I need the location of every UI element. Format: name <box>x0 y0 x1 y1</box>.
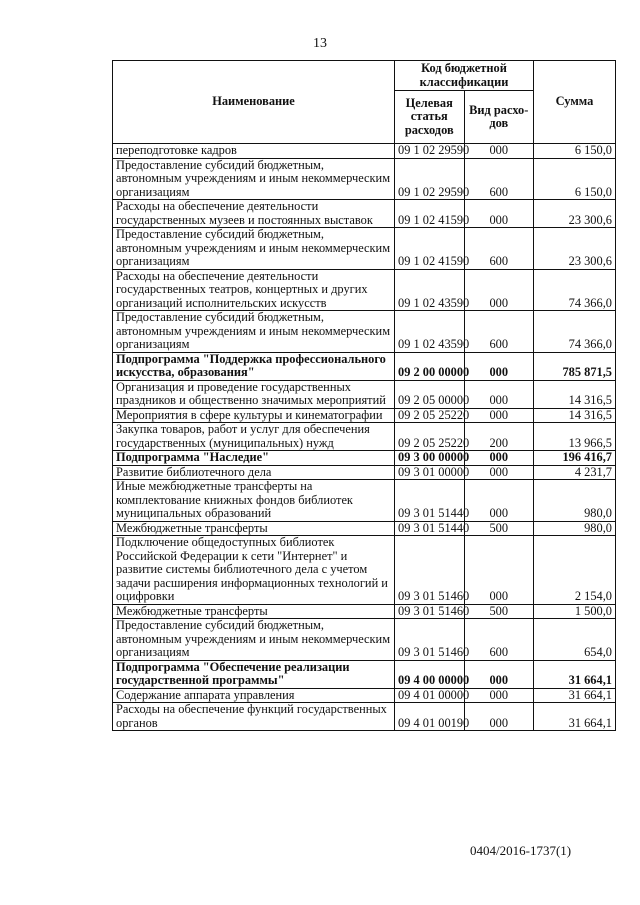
row-expense-type: 600 <box>464 228 534 270</box>
row-name: Расходы на обеспечение функций государственных органов <box>113 703 395 731</box>
row-name: Подключение общедоступных библиотек Российской Федерации к сети "Интернет" и развитие системы библиотечного дела с учетом задачи расширения информационных технологий и оцифровки <box>113 536 395 605</box>
row-sum: 980,0 <box>534 521 616 536</box>
header-expense-type: Вид расхо-дов <box>464 91 534 144</box>
row-expense-type: 500 <box>464 521 534 536</box>
table-row <box>113 619 616 661</box>
row-expense-type: 000 <box>464 144 534 159</box>
row-sum: 196 416,7 <box>534 451 616 466</box>
row-code: 09 4 01 00000 <box>395 688 465 703</box>
row-sum: 13 966,5 <box>534 423 616 451</box>
row-expense-type: 000 <box>464 451 534 466</box>
page-number: 13 <box>313 36 327 51</box>
row-name: Содержание аппарата управления <box>113 688 395 703</box>
row-expense-type: 200 <box>464 423 534 451</box>
row-code: 09 1 02 43590 <box>395 311 465 353</box>
table-row <box>113 480 616 522</box>
row-code: 09 2 05 25220 <box>395 423 465 451</box>
row-code: 09 4 01 00190 <box>395 703 465 731</box>
row-sum: 31 664,1 <box>534 703 616 731</box>
row-expense-type: 600 <box>464 619 534 661</box>
row-name: Межбюджетные трансферты <box>113 521 395 536</box>
row-sum: 6 150,0 <box>534 144 616 159</box>
table-row <box>113 158 616 200</box>
row-sum: 785 871,5 <box>534 352 616 380</box>
row-sum: 74 366,0 <box>534 311 616 353</box>
row-expense-type: 600 <box>464 311 534 353</box>
row-code: 09 2 00 00000 <box>395 352 465 380</box>
row-name: Подпрограмма "Обеспечение реализации государственной программы" <box>113 660 395 688</box>
row-code: 09 1 02 41590 <box>395 200 465 228</box>
row-sum: 14 316,5 <box>534 380 616 408</box>
row-expense-type: 000 <box>464 688 534 703</box>
table-row <box>113 604 616 619</box>
table-row <box>113 311 616 353</box>
row-expense-type: 500 <box>464 604 534 619</box>
row-name: Закупка товаров, работ и услуг для обеспечения государственных (муниципальных) нужд <box>113 423 395 451</box>
table-row <box>113 408 616 423</box>
row-name: Иные межбюджетные трансферты на комплектование книжных фондов библиотек муниципальных образований <box>113 480 395 522</box>
row-sum: 74 366,0 <box>534 269 616 311</box>
budget-table <box>112 60 616 731</box>
row-code: 09 1 02 29590 <box>395 158 465 200</box>
row-name: Подпрограмма "Наследие" <box>113 451 395 466</box>
table-row <box>113 521 616 536</box>
row-expense-type: 000 <box>464 660 534 688</box>
row-expense-type: 000 <box>464 380 534 408</box>
table-row <box>113 451 616 466</box>
table-row <box>113 423 616 451</box>
row-name: Организация и проведение государственных праздников и общественно значимых мероприятий <box>113 380 395 408</box>
row-name: Межбюджетные трансферты <box>113 604 395 619</box>
row-name: Расходы на обеспечение деятельности государственных музеев и постоянных выставок <box>113 200 395 228</box>
table-row <box>113 688 616 703</box>
row-name: Предоставление субсидий бюджетным, автономным учреждениям и иным некоммерческим организациям <box>113 311 395 353</box>
row-code: 09 3 01 51460 <box>395 604 465 619</box>
table-row <box>113 144 616 159</box>
row-name: Подпрограмма "Поддержка профессионального искусства, образования" <box>113 352 395 380</box>
row-sum: 6 150,0 <box>534 158 616 200</box>
row-name: переподготовке кадров <box>113 144 395 159</box>
table-row <box>113 703 616 731</box>
row-name: Мероприятия в сфере культуры и кинематографии <box>113 408 395 423</box>
row-sum: 31 664,1 <box>534 660 616 688</box>
row-expense-type: 000 <box>464 480 534 522</box>
row-code: 09 3 01 51440 <box>395 521 465 536</box>
row-name: Расходы на обеспечение деятельности государственных театров, концертных и других организаций исполнительских искусств <box>113 269 395 311</box>
row-code: 09 1 02 43590 <box>395 269 465 311</box>
header-sum: Сумма <box>534 61 616 144</box>
row-sum: 654,0 <box>534 619 616 661</box>
row-expense-type: 000 <box>464 352 534 380</box>
table-row <box>113 465 616 480</box>
row-sum: 23 300,6 <box>534 200 616 228</box>
row-code: 09 1 02 29590 <box>395 144 465 159</box>
row-code: 09 3 00 00000 <box>395 451 465 466</box>
row-expense-type: 000 <box>464 465 534 480</box>
header-budget-code: Код бюджетной классификации <box>395 61 534 91</box>
row-expense-type: 000 <box>464 408 534 423</box>
header-target-article: Целевая статья расходов <box>395 91 465 144</box>
row-sum: 31 664,1 <box>534 688 616 703</box>
document-id: 0404/2016-1737(1) <box>470 843 572 858</box>
table-body <box>113 144 616 731</box>
row-sum: 980,0 <box>534 480 616 522</box>
row-sum: 4 231,7 <box>534 465 616 480</box>
row-code: 09 3 01 00000 <box>395 465 465 480</box>
row-name: Предоставление субсидий бюджетным, автономным учреждениям и иным некоммерческим организациям <box>113 619 395 661</box>
row-code: 09 2 05 25220 <box>395 408 465 423</box>
table-row <box>113 660 616 688</box>
row-code: 09 4 00 00000 <box>395 660 465 688</box>
row-code: 09 1 02 41590 <box>395 228 465 270</box>
row-name: Предоставление субсидий бюджетным, автономным учреждениям и иным некоммерческим организациям <box>113 158 395 200</box>
row-expense-type: 000 <box>464 703 534 731</box>
row-sum: 1 500,0 <box>534 604 616 619</box>
table-row <box>113 380 616 408</box>
row-sum: 2 154,0 <box>534 536 616 605</box>
table-row <box>113 352 616 380</box>
row-code: 09 2 05 00000 <box>395 380 465 408</box>
table-row <box>113 269 616 311</box>
row-expense-type: 000 <box>464 536 534 605</box>
table-row <box>113 228 616 270</box>
header-name: Наименование <box>113 61 395 144</box>
row-sum: 14 316,5 <box>534 408 616 423</box>
row-expense-type: 000 <box>464 269 534 311</box>
row-sum: 23 300,6 <box>534 228 616 270</box>
row-code: 09 3 01 51460 <box>395 536 465 605</box>
row-expense-type: 000 <box>464 200 534 228</box>
table-row <box>113 200 616 228</box>
row-code: 09 3 01 51440 <box>395 480 465 522</box>
row-code: 09 3 01 51460 <box>395 619 465 661</box>
row-name: Предоставление субсидий бюджетным, автономным учреждениям и иным некоммерческим организациям <box>113 228 395 270</box>
table-row <box>113 536 616 605</box>
row-expense-type: 600 <box>464 158 534 200</box>
row-name: Развитие библиотечного дела <box>113 465 395 480</box>
table-header <box>113 61 616 144</box>
